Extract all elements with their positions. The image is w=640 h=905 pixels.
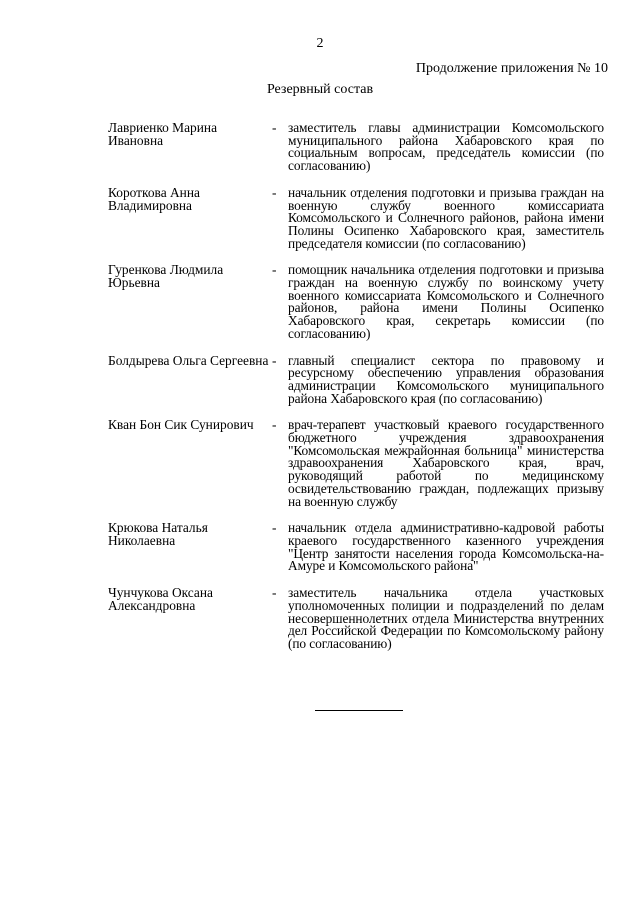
continuation-note: Продолжение приложения № 10 <box>415 61 608 76</box>
member-row <box>108 419 604 508</box>
member-row <box>108 587 604 651</box>
member-dash: - <box>272 120 277 135</box>
member-role: начальник отделения подготовки и призыва граждан на военную службу военного комиссариата Комсомольского и Солнечного районов, района имени Полины Осипенко Хабаровского края, заместитель председателя комиссии (по согласованию) <box>288 184 604 251</box>
member-dash: - <box>272 352 277 368</box>
member-name: Гуренкова Людмила Юрьевна <box>108 262 224 291</box>
member-role: заместитель начальника отдела участковых уполномоченных полиции и подразделений по делам несовершеннолетних отдела Министерства внутренних дел Российской Федерации по Комсомольскому району (по согласованию) <box>288 585 604 651</box>
members-list <box>108 122 604 665</box>
member-row <box>108 522 604 573</box>
page-number: 2 <box>316 36 324 51</box>
member-row <box>108 184 604 251</box>
member-name: Крюкова Наталья Николаевна <box>108 520 208 548</box>
member-dash: - <box>272 262 277 278</box>
member-role: врач-терапевт участковый краевого государственного бюджетного учреждения здравоохранения "Комсомольская межрайонная больница" министерства здравоохранения Хабаровского края, врач, руководящий работой по медицинскому освидетельствованию граждан, подлежащих призыву на военную службу <box>288 417 604 509</box>
member-name: Лавриенко Марина Ивановна <box>108 120 218 148</box>
member-name: Короткова Анна Владимировна <box>108 184 200 213</box>
member-role: главный специалист сектора по правовому и ресурсному обеспечению управления образования администрации Комсомольского муниципального района Хабаровского края (по согласованию) <box>288 352 604 406</box>
section-title: Резервный состав <box>266 82 374 97</box>
member-dash: - <box>272 520 277 536</box>
member-role: начальник отдела административно-кадровой работы краевого государственного казенного учреждения "Центр занятости населения города Комсомольска-на-Амуре и Комсомольского района" <box>288 520 604 574</box>
member-row <box>108 264 604 340</box>
member-role: заместитель главы администрации Комсомольского муниципального района Хабаровского края по социальным вопросам, председатель комиссии (по согласованию) <box>288 120 604 174</box>
member-dash: - <box>272 184 277 200</box>
member-role: помощник начальника отделения подготовки и призыва граждан на военную службу по воинскому учету военного комиссариата Комсомольского и Солнечного районов, района имени Полины Осипенко Хабаровского края, секретарь комиссии (по согласованию) <box>288 262 604 341</box>
member-name: Кван Бон Сик Сунирович <box>108 417 254 433</box>
member-name: Болдырева Ольга Сергеевна <box>108 352 269 368</box>
member-row <box>108 122 604 173</box>
end-rule <box>315 710 403 711</box>
member-dash: - <box>272 417 277 433</box>
member-row <box>108 352 604 406</box>
member-name: Чунчукова Оксана Александровна <box>108 585 213 613</box>
member-dash: - <box>272 585 277 601</box>
